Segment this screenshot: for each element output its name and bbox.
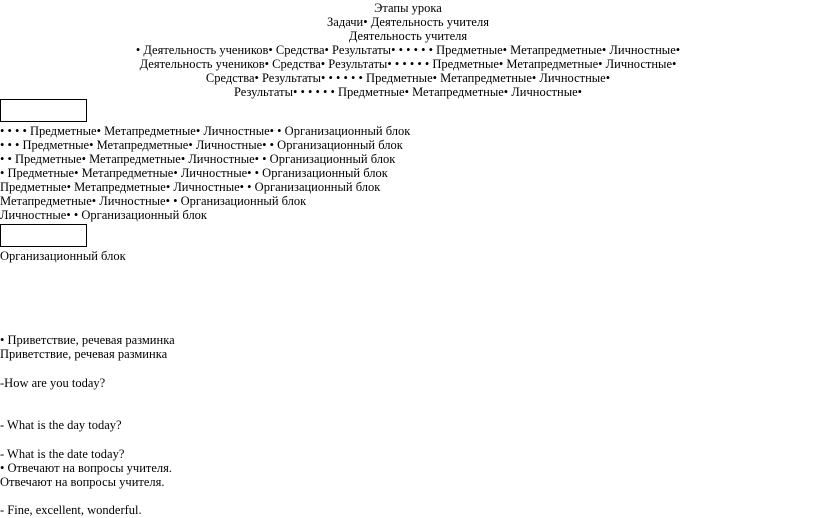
question-day: - What is the day today? [0,418,122,432]
reply-text: - Fine, excellent, wonderful. [0,503,142,517]
block-line-3: • • Предметные• Метапредметные• Личностные• • Организационный блок [0,152,396,166]
page-title: Этапы урока [374,1,442,15]
org-block-label: Организационный блок [0,249,126,263]
block-line-1: • • • • Предметные• Метапредметные• Личностные• • Организационный блок [0,124,411,138]
answer-bullet: • Отвечают на вопросы учителя. [0,461,173,475]
header-line-students: • Деятельность учеников• Средства• Результаты• • • • • • Предметные• Метапредметные• Личностные• [135,43,681,57]
block-line-2: • • • Предметные• Метапредметные• Личностные• • Организационный блок [0,138,403,152]
header-line-teacher: Деятельность учителя [348,29,468,43]
header-line-results: Результаты• • • • • • Предметные• Метапредметные• Личностные• [233,85,583,99]
greeting-bullet: • Приветствие, речевая разминка [0,333,175,347]
answer-text: Отвечают на вопросы учителя. [0,475,165,489]
block-line-5: Предметные• Метапредметные• Личностные• • Организационный блок [0,180,381,194]
block-line-7: Личностные• • Организационный блок [0,208,208,222]
block-line-4: • Предметные• Метапредметные• Личностные• • Организационный блок [0,166,388,180]
header-line-tasks: Задачи• Деятельность учителя [327,15,489,29]
greeting-text: Приветствие, речевая разминка [0,347,168,361]
block-line-6: Метапредметные• Личностные• • Организационный блок [0,194,307,208]
question-date: - What is the date today? [0,447,125,461]
header-line-students-2: Деятельность учеников• Средства• Результаты• • • • • • Предметные• Метапредметные• Личностные• [139,57,677,71]
question-how-are-you: -How are you today? [0,376,106,390]
header-line-means: Средства• Результаты• • • • • • Предметные• Метапредметные• Личностные• [205,71,611,85]
empty-box-2 [0,224,87,247]
empty-box-1 [0,99,87,122]
